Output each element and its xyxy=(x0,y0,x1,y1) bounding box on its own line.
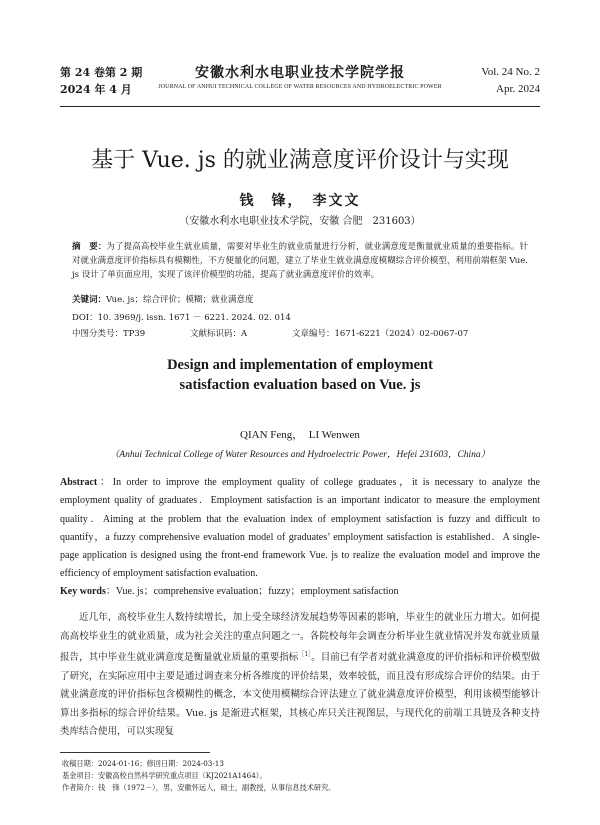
abstract-cn-label: 摘 要： xyxy=(72,242,107,252)
footnote-author-bio: 作者简介：钱 锋（1972－），男，安徽怀远人，硕士，副教授，从事信息技术研究。 xyxy=(62,783,336,792)
abstract-en xyxy=(60,474,540,584)
keywords-en xyxy=(60,584,540,600)
body-paragraph-part-1: 近几年，高校毕业生人数持续增长，加上受全球经济发展趋势等因素的影响，毕业生的就业压力增大。如何提高高校毕业生的就业质量，成为社会关注的重点问题之一。各院校每年会调查分析毕业生就业情况并发布就业质量报告，其中毕业生就业满意度是衡量就业质量的重要指标 xyxy=(60,612,540,664)
journal-title-en: JOURNAL OF ANHUI TECHNICAL COLLEGE OF WATER RESOURCES AND HYDROELECTRIC POWER xyxy=(158,84,442,90)
body-paragraph xyxy=(60,609,540,742)
article-number: 文章编号：1671-6221（2024）02-0067-07 xyxy=(292,329,469,339)
paper-title-en-line-2: satisfaction evaluation based on Vue. js xyxy=(179,377,421,393)
footnote-received: 收稿日期：2024-01-16；修回日期：2024-03-13 xyxy=(62,759,224,768)
doi: DOI：10. 3969/j. issn. 1671 － 6221. 2024. 02. 014 xyxy=(72,313,291,323)
abstract-cn xyxy=(72,240,528,282)
keywords-cn-label: 关键词： xyxy=(72,295,107,305)
footnotes xyxy=(62,758,532,794)
header-rule xyxy=(60,106,540,107)
authors-cn: 钱 锋， 李文文 xyxy=(239,193,361,209)
body-text xyxy=(60,609,540,742)
keywords-en-text: ：Vue. js；comprehensive evaluation；fuzzy；employment satisfaction xyxy=(105,586,399,597)
header-volume-cn: 第 24 卷第 2 期 xyxy=(60,66,143,79)
paper-title-en-line-1: Design and implementation of employment xyxy=(167,357,433,373)
paper-title-cn: 基于 Vue. js 的就业满意度评价设计与实现 xyxy=(91,148,509,173)
authors-en: QIAN Feng， LI Wenwen xyxy=(240,429,360,441)
affiliation-cn: （安徽水利水电职业技术学院，安徽 合肥 231603） xyxy=(179,216,421,227)
header-volume-en: Vol. 24 No. 2 xyxy=(481,66,540,78)
citation-ref-1: ［1］ xyxy=(298,651,312,658)
paper-title-en xyxy=(0,355,600,395)
header-date-en: Apr. 2024 xyxy=(496,83,540,95)
journal-title-cn: 安徽水利水电职业技术学院学报 xyxy=(195,65,405,81)
header-volume-en-block xyxy=(481,64,540,98)
header-date-cn: 2024 年 4 月 xyxy=(60,83,132,96)
document-code: 文献标识码：A xyxy=(190,329,248,339)
keywords-en-label: Key words xyxy=(60,586,106,597)
keywords-cn xyxy=(72,293,528,307)
body-paragraph-part-2: 。目前已有学者对就业满意度的评价指标和评价模型做了研究，在实际应用中主要是通过调查来分析各维度的评价结果，效率较低，而且没有形成综合评价的结果。由于就业满意度的评价指标包含模糊性的概念，本文使用模糊综合评法建立了就业满意度评价模型，利用该模型能够计算出多指标的综合评价结果。Vue. js 是渐进式框架，其核心库只关注视图层，与现代化的前端工具链及各种支持类库结合使用，可以实现复 xyxy=(60,652,540,738)
keywords-cn-text: Vue. js；综合评价；模糊；就业满意度 xyxy=(106,295,254,305)
clc-number: 中图分类号：TP39 xyxy=(72,329,146,339)
abstract-cn-text: 为了提高高校毕业生就业质量，需要对毕业生的就业质量进行分析，就业满意度是衡量就业质量的重要指标。针对就业满意度评价指标具有模糊性，不方便量化的问题，建立了毕业生就业满意度模糊综合评价模型，利用前端框架 Vue. js 设计了单页面应用，实现了该评价模型的功能，提高了就业满意度评价的效率。 xyxy=(72,242,528,280)
footnote-rule xyxy=(60,752,210,753)
abstract-en-label: Abstract xyxy=(60,477,98,488)
classification-line xyxy=(72,327,528,339)
affiliation-en: （Anhui Technical College of Water Resources and Hydroelectric Power，Hefei 231603，China） xyxy=(109,450,491,460)
footnote-fund: 基金项目：安徽高校自然科学研究重点项目（KJ2021A1464）。 xyxy=(62,771,267,780)
abstract-en-text: ：In order to improve the employment quality of college graduates，it is necessary to analyze the employment quality of graduates．Employment satisfaction is an important indicator to measure the employment quality．Aiming at the problem that the evaluation index of employment satisfaction is fuzzy and difficult to quantify，a fuzzy comprehensive evaluation model of graduates’ employment satisfaction is established．A single-page application is designed using the front-end framework Vue. js to realize the evaluation model and improve the efficiency of employment satisfaction evaluation. xyxy=(60,477,540,580)
